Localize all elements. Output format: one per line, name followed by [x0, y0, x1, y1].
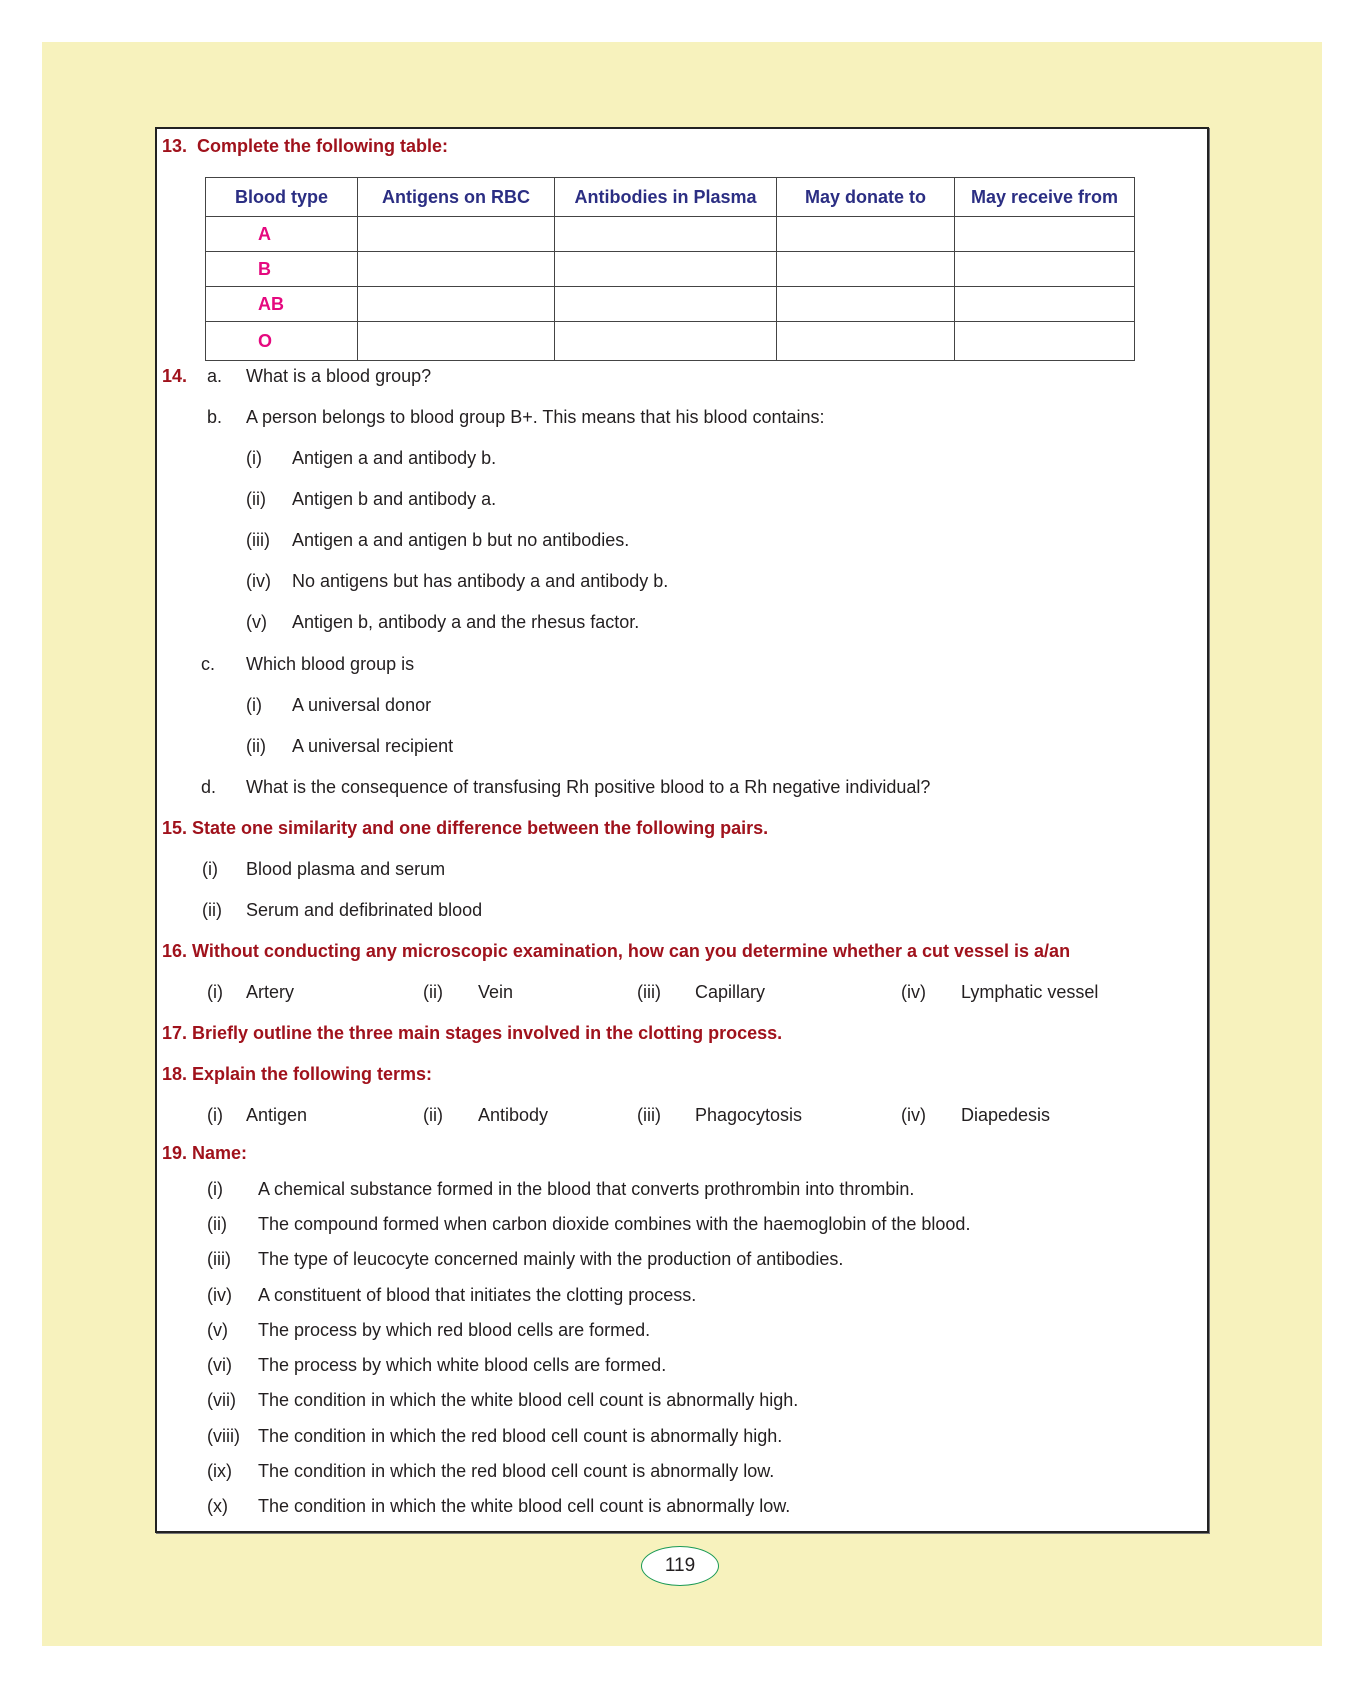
answer-cell[interactable]: [777, 217, 955, 252]
list-item: [207, 1461, 775, 1482]
item-label: b.: [207, 407, 223, 427]
item-label: (i): [202, 859, 218, 879]
item-label: (v): [246, 612, 267, 632]
blood-type-cell: AB: [206, 287, 358, 322]
item-label: (vii): [207, 1390, 236, 1410]
item-text: What is the consequence of transfusing Rh positive blood to a Rh negative individual?: [246, 777, 931, 797]
item-label: (i): [246, 448, 262, 468]
item-text: Which blood group is: [246, 654, 415, 674]
item-label: (i): [207, 982, 223, 1002]
item-label: c.: [201, 654, 216, 674]
blood-type-cell: B: [206, 252, 358, 287]
item-label: (iii): [637, 1105, 661, 1125]
option-item: [246, 736, 454, 757]
item-label: a.: [207, 366, 223, 386]
list-item: [202, 900, 483, 921]
item-text: Antigen a and antibody b.: [292, 448, 497, 468]
question-15-heading: 15. State one similarity and one difference between the following pairs.: [162, 818, 769, 838]
item-text: Artery: [246, 982, 295, 1002]
question-13-heading: [162, 136, 448, 157]
item-label: (viii): [207, 1426, 240, 1446]
column-header: May receive from: [955, 178, 1135, 217]
table-row: [206, 217, 1135, 252]
item-text: The condition in which the red blood cell count is abnormally low.: [258, 1461, 775, 1481]
list-item: [207, 1355, 667, 1376]
answer-cell[interactable]: [358, 322, 555, 361]
item-text: Blood plasma and serum: [246, 859, 446, 879]
answer-cell[interactable]: [777, 252, 955, 287]
item-label: (iv): [901, 1105, 926, 1125]
item-label: (i): [207, 1105, 223, 1125]
item-label: (ii): [423, 1105, 443, 1125]
item-text: The condition in which the red blood cell count is abnormally high.: [258, 1426, 783, 1446]
column-header: Antibodies in Plasma: [555, 178, 777, 217]
table-row: [206, 252, 1135, 287]
list-item: [207, 1496, 791, 1517]
answer-cell[interactable]: [358, 252, 555, 287]
item-label: (iv): [207, 1285, 232, 1305]
item-text: The process by which white blood cells are formed.: [258, 1355, 667, 1375]
column-header: Blood type: [206, 178, 358, 217]
question-16-heading: 16. Without conducting any microscopic examination, how can you determine whether a cut vessel is a/an: [162, 941, 1071, 961]
item-text: A universal donor: [292, 695, 432, 715]
answer-cell[interactable]: [555, 287, 777, 322]
item-label: (iii): [637, 982, 661, 1002]
item-label: (ii): [202, 900, 222, 920]
item-label: (ii): [246, 736, 266, 756]
item-label: (ii): [246, 489, 266, 509]
question-14d: [201, 777, 931, 798]
item-label: (ix): [207, 1461, 232, 1481]
list-item: [207, 1426, 783, 1447]
list-item: [207, 1179, 915, 1200]
option-item: [246, 530, 630, 551]
option-item: [246, 448, 497, 469]
item-text: Capillary: [695, 982, 766, 1002]
answer-cell[interactable]: [555, 252, 777, 287]
answer-cell[interactable]: [555, 322, 777, 361]
item-text: The type of leucocyte concerned mainly with the production of antibodies.: [258, 1249, 844, 1269]
question-number: 13.: [162, 136, 188, 156]
column-header: Antigens on RBC: [358, 178, 555, 217]
table-header-row: [206, 178, 1135, 217]
column-header: May donate to: [777, 178, 955, 217]
item-text: A person belongs to blood group B+. This means that his blood contains:: [246, 407, 825, 427]
item-text: The process by which red blood cells are formed.: [258, 1320, 651, 1340]
blood-type-cell: O: [206, 322, 358, 361]
answer-cell[interactable]: [777, 287, 955, 322]
item-text: Antibody: [478, 1105, 549, 1125]
question-14a: [162, 366, 432, 387]
question-14c: [201, 654, 415, 675]
item-text: A constituent of blood that initiates the clotting process.: [258, 1285, 697, 1305]
option-item: [246, 695, 432, 716]
item-label: (i): [246, 695, 262, 715]
option-item: [246, 489, 497, 510]
item-label: (ii): [207, 1214, 227, 1234]
answer-cell[interactable]: [955, 217, 1135, 252]
answer-cell[interactable]: [358, 287, 555, 322]
item-text: Lymphatic vessel: [961, 982, 1099, 1002]
list-item: [207, 1320, 651, 1341]
item-text: Antigen b and antibody a.: [292, 489, 497, 509]
item-text: The compound formed when carbon dioxide combines with the haemoglobin of the blood.: [258, 1214, 971, 1234]
answer-cell[interactable]: [555, 217, 777, 252]
item-text: A chemical substance formed in the blood that converts prothrombin into thrombin.: [258, 1179, 915, 1199]
item-label: (ii): [423, 982, 443, 1002]
question-14b: [207, 407, 825, 428]
page-number-badge: 119: [641, 1546, 719, 1586]
answer-cell[interactable]: [358, 217, 555, 252]
question-19-heading: 19. Name:: [162, 1143, 248, 1163]
item-label: (i): [207, 1179, 223, 1199]
item-text: Phagocytosis: [695, 1105, 803, 1125]
item-label: (iii): [246, 530, 270, 550]
table-row: [206, 287, 1135, 322]
question-number: 14.: [162, 366, 188, 386]
blood-type-table: [205, 177, 1135, 361]
item-text: Vein: [478, 982, 514, 1002]
item-text: The condition in which the white blood cell count is abnormally high.: [258, 1390, 799, 1410]
list-item: [207, 1390, 799, 1411]
table-row: [206, 322, 1135, 361]
answer-cell[interactable]: [777, 322, 955, 361]
item-text: A universal recipient: [292, 736, 454, 756]
item-text: Diapedesis: [961, 1105, 1051, 1125]
answer-cell[interactable]: [955, 252, 1135, 287]
item-text: Serum and defibrinated blood: [246, 900, 483, 920]
answer-cell[interactable]: [955, 287, 1135, 322]
blood-type-cell: A: [206, 217, 358, 252]
list-item: [207, 1285, 697, 1306]
option-item: [246, 612, 640, 633]
item-label: (iii): [207, 1249, 231, 1269]
list-item: [207, 1249, 844, 1270]
item-text: Antigen: [246, 1105, 308, 1125]
answer-cell[interactable]: [955, 322, 1135, 361]
item-label: (vi): [207, 1355, 232, 1375]
item-text: The condition in which the white blood cell count is abnormally low.: [258, 1496, 791, 1516]
item-text: Antigen b, antibody a and the rhesus factor.: [292, 612, 640, 632]
item-text: No antigens but has antibody a and antibody b.: [292, 571, 669, 591]
item-label: (x): [207, 1496, 228, 1516]
item-label: (v): [207, 1320, 228, 1340]
list-item: [207, 1214, 971, 1235]
item-label: (iv): [246, 571, 271, 591]
item-text: What is a blood group?: [246, 366, 432, 386]
item-text: Antigen a and antigen b but no antibodies.: [292, 530, 630, 550]
option-item: [246, 571, 669, 592]
question-18-heading: 18. Explain the following terms:: [162, 1064, 433, 1084]
item-label: (iv): [901, 982, 926, 1002]
question-text: Complete the following table:: [197, 136, 449, 156]
item-label: d.: [201, 777, 217, 797]
question-17-heading: 17. Briefly outline the three main stages involved in the clotting process.: [162, 1023, 783, 1043]
list-item: [202, 859, 446, 880]
